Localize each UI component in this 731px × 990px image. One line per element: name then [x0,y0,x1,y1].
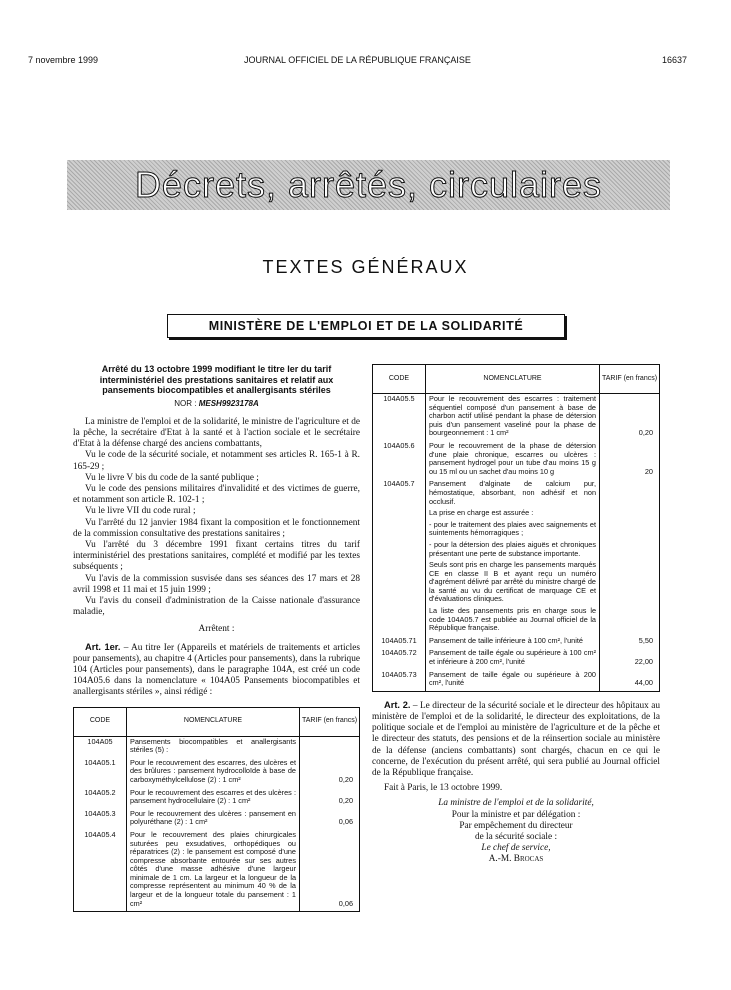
banner-title: Décrets, arrêtés, circulaires [134,164,603,205]
visa-paragraph: Vu le code des pensions militaires d'invalidité et des victimes de guerre, et notamment son article R. 102-1 ; [73,483,360,506]
row-description: Pour le recouvrement des ulcères : pansement en polyuréthane (2) : 1 cm² [130,808,296,827]
article-2-text: – Le directeur de la sécurité sociale et le directeur des hôpitaux au ministère de l'emploi et de la solidarité, le directeur des exploitations, de la politique sociale et de l'emploi au ministère de l'agriculture et de la pêche et le directeur des statuts, des pensions et de la réinsertion sociale au ministère de la défense (anciens combattants) sont chargés, chacun en ce qui le concerne, de l'exécution du présent arrêté, qui sera publié au Journal officiel de la République française. [372,700,660,779]
table-row [373,636,660,649]
row-description: Pansement de taille égale ou supérieure à 100 cm² et inférieure à 200 cm², l'unité [429,648,596,667]
tarif-table-right [372,364,660,692]
row-tarif: 0,20 [300,758,360,788]
article-1-label: Art. 1er. [85,641,121,652]
visa-paragraph: Vu l'arrêté du 12 janvier 1984 fixant la composition et le fonctionnement de la commission consultative des prestations sanitaires ; [73,517,360,539]
header-tarif: TARIF (en francs) [600,365,660,394]
row-description: Pansement de taille égale ou supérieure à 200 cm², l'unité [429,669,596,688]
row-code: 104A05.73 [373,670,426,692]
left-column [73,364,360,912]
table-row [74,736,360,758]
tarif-table-left [73,707,360,913]
arrete-title: Arrêté du 13 octobre 1999 modifiant le titre Ier du tarif interministériel des prestations sanitaires et relatif aux pansements biocompatibles et anallergisants stériles [99,364,334,395]
row-note: - pour la détersion des plaies aiguës et chroniques présentant une perte de substance importante. [429,539,596,558]
row-nomenclature [426,648,600,669]
table-row [74,809,360,830]
fait-a-paris: Fait à Paris, le 13 octobre 1999. [384,783,503,794]
nor-reference: NOR : MESH9923178A [174,398,259,408]
row-note: La prise en charge est assurée : [429,508,534,518]
row-code: 104A05.3 [74,809,127,830]
row-note: La liste des pansements pris en charge sous le code 104A05.7 est publiée au Journal officiel de la République française. [429,606,596,633]
row-tarif: 20 [600,441,660,479]
article-2 [372,700,660,779]
row-code: 104A05.2 [74,788,127,809]
visa-paragraph: Vu l'avis de la commission susvisée dans ses séances des 17 mars et 28 avril 1998 et 11 mai et 15 juin 1999 ; [73,573,360,595]
row-nomenclature [426,636,600,649]
visa-paragraph: Vu le code de la sécurité sociale, et notamment ses articles R. 165-1 à R. 165-29 ; [73,450,360,472]
row-nomenclature [426,394,600,441]
row-code: 104A05.72 [373,648,426,669]
row-nomenclature [127,809,300,830]
article-1-text: – Au titre Ier (Appareils et matériels de traitements et articles pour pansements), au chapitre 4 (Articles pour pansements), dans la rubrique 104 (Articles pour pansements), dans le paragraphe 104A, est créé un code 104A05.6 dans la nomenclature « 104A05 Pansements biocompatibles et anallergisants stériles », ainsi rédigé : [73,642,361,698]
signature-line: La ministre de l'emploi et de la solidarité, [438,798,594,809]
table-row [74,758,360,788]
table-row [373,648,660,669]
page-number: 16637 [661,55,687,65]
article-2-label: Art. 2. [384,699,411,710]
row-nomenclature [426,479,600,636]
row-description: Pour le recouvrement des escarres : traitement séquentiel composé d'un pansement à base de charbon actif utilisé pendant la phase de détersion puis d'un pansement vaseliné pour la phase de bourgeonnement : 1 cm² [429,394,596,438]
visa-paragraph: Vu le livre VII du code rural ; [85,506,196,517]
row-description: Pour le recouvrement des escarres, des ulcères et des brûlures : pansement hydrocolloïde à base de carboxyméthylcellulose (2) : 1 cm² [130,757,296,784]
row-nomenclature [127,830,300,912]
row-tarif: 0,20 [300,788,360,809]
table-row [373,441,660,479]
row-code: 104A05.4 [74,830,127,912]
page-header [28,55,687,69]
header-code: CODE [74,707,127,736]
header-nomenclature: NOMENCLATURE [426,365,600,394]
row-code: 104A05.1 [74,758,127,788]
row-description: Pansement d'alginate de calcium pur, hémostatique, absorbant, non adhésif et non occlusif. [429,479,596,506]
row-description: Pour le recouvrement de la phase de détersion d'une plaie chronique, escarres ou ulcères : pansement hydrogel pour un tube d'au moins 15 g ou 15 ml ou un sachet d'au moins 10 g [429,440,596,476]
row-tarif: 22,00 [600,648,660,669]
row-note: - pour le traitement des plaies avec saignements et suintements hémorragiques ; [429,519,596,538]
row-nomenclature [426,670,600,692]
nor-code: MESH9923178A [198,398,259,408]
row-tarif [300,736,360,758]
visa-paragraph: Vu l'arrêté du 3 décembre 1991 fixant certains titres du tarif interministériel des prestations sanitaires, complété et modifié par les textes subséquents ; [73,539,360,573]
table-row [373,670,660,692]
row-code: 104A05.5 [373,394,426,441]
row-tarif: 0,06 [300,809,360,830]
issue-date: 7 novembre 1999 [28,55,99,65]
table-row [74,830,360,912]
row-code: 104A05.71 [373,636,426,649]
row-code: 104A05.7 [373,479,426,636]
visa-paragraph: La ministre de l'emploi et de la solidarité, le ministre de l'agriculture et de la pêche, la secrétaire d'Etat à la santé et à l'action sociale et le secrétaire d'Etat à la défense chargé des anciens combattants, [73,416,360,450]
row-nomenclature [127,758,300,788]
row-nomenclature [127,736,300,758]
header-nomenclature: NOMENCLATURE [127,707,300,736]
row-nomenclature [127,788,300,809]
arrete-visas [73,417,360,619]
article-1 [73,642,360,699]
signature-line: Le chef de service, [481,843,551,854]
row-code: 104A05.6 [373,441,426,479]
row-note: Seuls sont pris en charge les pansements marqués CE en classe II B et ayant reçu un numéro d'agrément délivré par arrêté du ministre chargé de la santé au vu du certificat de marquage CE et d'évaluations cliniques. [429,560,596,604]
visa-paragraph: Vu le livre V bis du code de la santé publique ; [85,472,259,483]
row-tarif: 44,00 [600,670,660,692]
signatory-name: A.-M. Brocas [488,854,544,865]
table-row [373,479,660,636]
section-banner [67,160,670,210]
row-description: Pansement de taille inférieure à 100 cm², l'unité [429,635,583,645]
signature-line: Pour la ministre et par délégation : [451,809,581,820]
row-code: 104A05 [74,736,127,758]
ministry-box: MINISTÈRE DE L'EMPLOI ET DE LA SOLIDARITÉ [167,314,565,338]
visa-paragraph: Vu l'avis du conseil d'administration de la Caisse nationale d'assurance maladie, [73,595,360,618]
header-code: CODE [373,365,426,394]
right-column [372,364,660,866]
row-description: Pour le recouvrement des plaies chirurgicales suturées peu exsudatives, orthopédiques ou réparatrices (2) : le pansement est composé d'une compresse absorbante entourée sur ses autres côtés d'une masse adhésive d'une largeur minimale de 1 cm. La largeur et la longueur de la compresse représentent au minimum 40 % de la largeur et de la longueur totale du pansement : 1 cm² [130,829,296,908]
journal-title: JOURNAL OFFICIEL DE LA RÉPUBLIQUE FRANÇAISE [244,55,471,65]
signature-block [372,798,660,865]
row-nomenclature [426,441,600,479]
table-row [74,788,360,809]
signature-line: de la sécurité sociale : [474,832,558,843]
row-tarif: 0,06 [300,830,360,912]
header-tarif: TARIF (en francs) [300,707,360,736]
row-tarif [600,479,660,636]
arretent: Arrêtent : [198,624,235,635]
row-description: Pour le recouvrement des escarres et des ulcères : pansement hydrocellulaire (2) : 1 cm² [130,787,296,806]
row-description: Pansements biocompatibles et anallergisants stériles (5) : [130,736,296,755]
row-tarif: 0,20 [600,394,660,441]
row-tarif: 5,50 [600,636,660,649]
signature-line: Par empêchement du directeur [459,820,573,831]
table-row [373,394,660,441]
section-title: TEXTES GÉNÉRAUX [262,257,469,277]
